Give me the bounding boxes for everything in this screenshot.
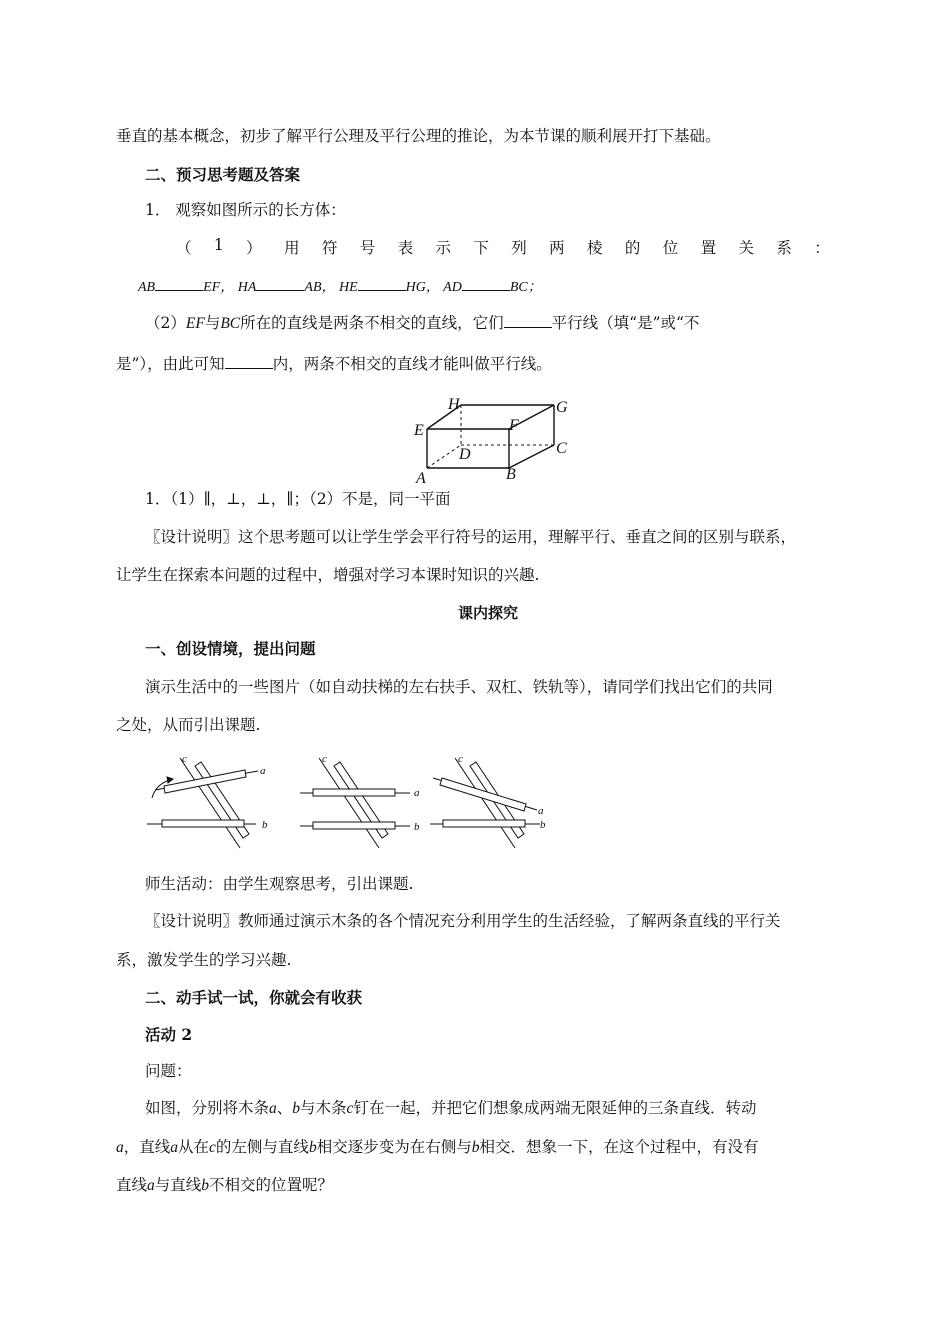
design-note-2: 〖设计说明〗教师通过演示木条的各个情况充分利用学生的生活经验，了解两条直线的平行关: [145, 912, 781, 930]
sticks-figure: [140, 748, 560, 858]
answer-blank[interactable]: [256, 276, 304, 291]
question-1-part-1: [176, 236, 830, 258]
q-char: 号: [359, 239, 376, 257]
answer-1: 1．（1）∥，⊥，⊥，∥；（2）不是，同一平面: [145, 490, 451, 508]
intro-tail: 垂直的基本概念，初步了解平行公理及平行公理的推论，为本节课的顺利展开打下基础。: [116, 127, 721, 145]
q-char: 列: [511, 239, 527, 257]
question-1-part-2: （2）EF与BC所在的直线是两条不相交的直线，它们 平行线（填“是”或“不: [145, 314, 700, 332]
q-char: 的: [624, 239, 641, 257]
problem-para: 如图，分别将木条a、b与木条c钉在一起，并把它们想象成两端无限延伸的三条直线．转动: [145, 1099, 757, 1117]
stick-label-c: c: [322, 753, 327, 765]
vertex-H: H: [448, 396, 460, 413]
section-preview-title: 二、预习思考题及答案: [145, 165, 301, 184]
q-char: 两: [549, 239, 565, 257]
vertex-B: B: [506, 466, 516, 483]
design-note-2-cont: 系，激发学生的学习兴趣.: [116, 951, 292, 969]
q-char: 下: [473, 239, 489, 257]
stick-label-a: a: [538, 805, 544, 817]
answer-blank[interactable]: [358, 276, 406, 291]
q-char: 位: [662, 239, 679, 257]
stick-label-b: b: [540, 819, 546, 831]
section-1-title: 一、创设情境，提出问题: [145, 639, 316, 658]
vertex-A: A: [416, 470, 426, 485]
stick-label-b: b: [414, 821, 420, 833]
q-char: 系: [776, 239, 792, 257]
q-char: ）: [246, 239, 262, 257]
q-char: 置: [700, 239, 717, 257]
vertex-G: G: [556, 399, 568, 416]
design-note-1: 〖设计说明〗这个思考题可以让学生学会平行符号的运用，理解平行、垂直之间的区别与联系，: [145, 528, 797, 546]
problem-para-end: 直线a与直线b不相交的位置呢？: [116, 1176, 334, 1194]
question-1: 1． 观察如图所示的长方体：: [145, 201, 346, 219]
question-label: 问题：: [145, 1062, 192, 1080]
vertex-F: F: [509, 417, 519, 434]
problem-para-cont: a，直线a从在c的左侧与直线b相交逐步变为在右侧与b相交．想象一下，在这个过程中，有没有: [116, 1138, 759, 1156]
vertex-D: D: [459, 446, 471, 463]
section-1-para: 演示生活中的一些图片（如自动扶梯的左右扶手、双杠、铁轨等），请同学们找出它们的共同: [145, 678, 773, 696]
q-char: 用: [283, 239, 300, 257]
section-1-para-cont: 之处，从而引出课题.: [116, 716, 261, 734]
cuboid-figure: [405, 395, 585, 485]
answer-blank[interactable]: [462, 276, 510, 291]
answer-blank[interactable]: [504, 313, 552, 328]
answer-blank[interactable]: [225, 354, 273, 369]
question-1-part-2-cont: 是”），由此可知 内，两条不相交的直线才能叫做平行线。: [116, 355, 552, 373]
design-note-1-cont: 让学生在探索本问题的过程中，增强对学习本课时知识的兴趣.: [116, 566, 540, 584]
stick-label-a: a: [260, 765, 266, 777]
question-1-blanks: AB EF， HA AB， HE HG， AD BC；: [138, 276, 542, 298]
stick-label-c: c: [458, 753, 463, 765]
vertex-C: C: [556, 440, 567, 457]
answer-blank[interactable]: [155, 276, 203, 291]
q-char: 示: [435, 239, 451, 257]
q-char: 关: [738, 239, 754, 257]
activity-2-heading: 活动 2: [145, 1025, 193, 1044]
q-char: 1: [213, 236, 224, 254]
q-char: 棱: [586, 239, 603, 257]
q-char: ：: [814, 239, 830, 257]
q-char: 符: [321, 239, 338, 257]
stick-label-b: b: [262, 819, 268, 831]
teacher-activity: 师生活动：由学生观察思考，引出课题.: [145, 875, 414, 893]
section-2-title: 二、动手试一试，你就会有收获: [145, 988, 363, 1007]
q-char: （: [176, 239, 192, 257]
vertex-E: E: [414, 422, 424, 439]
q-char: 表: [397, 239, 414, 257]
stick-label-a: a: [414, 787, 420, 799]
stick-label-c: c: [182, 753, 187, 765]
center-title: 课内探究: [458, 604, 519, 622]
